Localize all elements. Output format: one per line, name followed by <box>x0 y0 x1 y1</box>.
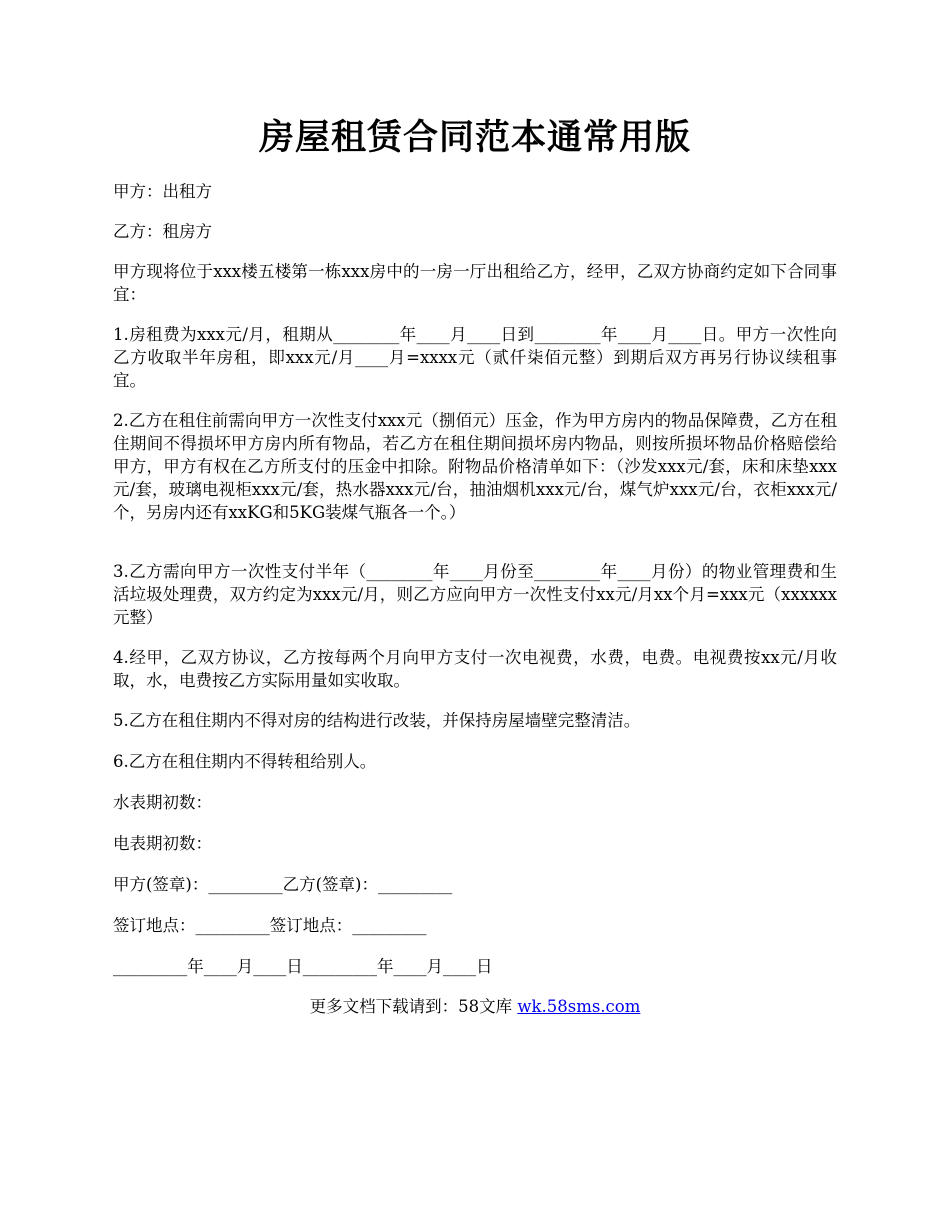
water-meter-line: 水表期初数： <box>113 793 212 812</box>
footer <box>113 995 837 1018</box>
signature-line: 甲方(签章)：_________乙方(签章)：_________ <box>113 875 453 894</box>
clause-3: 3.乙方需向甲方一次性支付半年（________年____月份至________年____月份）的物业管理费和生活垃圾处理费，双方约定为xxx元/月，则乙方应向甲方一次性支付xx元/月xx个月=xxx元（xxxxxx元整） <box>113 562 837 627</box>
party-b-line: 乙方：租房方 <box>113 222 212 241</box>
footer-link[interactable]: wk.58sms.com <box>517 997 641 1016</box>
intro-paragraph: 甲方现将位于xxx楼五楼第一栋xxx房中的一房一厅出租给乙方，经甲，乙双方协商约定如下合同事宜： <box>113 262 837 304</box>
clause-6: 6.乙方在租住期内不得转租给别人。 <box>113 752 377 771</box>
clause-5: 5.乙方在租住期内不得对房的结构进行改装，并保持房屋墙壁完整清洁。 <box>113 711 641 730</box>
party-a-line: 甲方：出租方 <box>113 182 212 201</box>
electric-meter-line: 电表期初数： <box>113 834 212 853</box>
document-title: 房屋租赁合同范本通常用版 <box>258 117 691 158</box>
signing-location-line: 签订地点：_________签订地点：_________ <box>113 916 427 935</box>
clause-4: 4.经甲，乙双方协议，乙方按每两个月向甲方支付一次电视费，水费，电费。电视费按xx元/月收取，水，电费按乙方实际用量如实收取。 <box>113 648 837 690</box>
footer-text: 更多文档下载请到：58文库 <box>309 997 513 1016</box>
clause-1: 1.房租费为xxx元/月，租期从________年____月____日到________年____月____日。甲方一次性向乙方收取半年房租，即xxx元/月____月=xxxx元（贰仟柒佰元整）到期后双方再另行协议续租事宜。 <box>113 325 837 390</box>
clause-2: 2.乙方在租住前需向甲方一次性支付xxx元（捌佰元）压金，作为甲方房内的物品保障费，乙方在租住期间不得损坏甲方房内所有物品，若乙方在租住期间损坏房内物品，则按所损坏物品价格赔偿给甲方，甲方有权在乙方所支付的压金中扣除。附物品价格清单如下：（沙发xxx元/套，床和床垫xxx元/套，玻璃电视柜xxx元/套，热水器xxx元/台，抽油烟机xxx元/台，煤气炉xxx元/台，衣柜xxx元/个，另房内还有xxKG和5KG装煤气瓶各一个。） <box>113 411 837 522</box>
signing-date-line: _________年____月____日_________年____月____日 <box>113 957 493 976</box>
